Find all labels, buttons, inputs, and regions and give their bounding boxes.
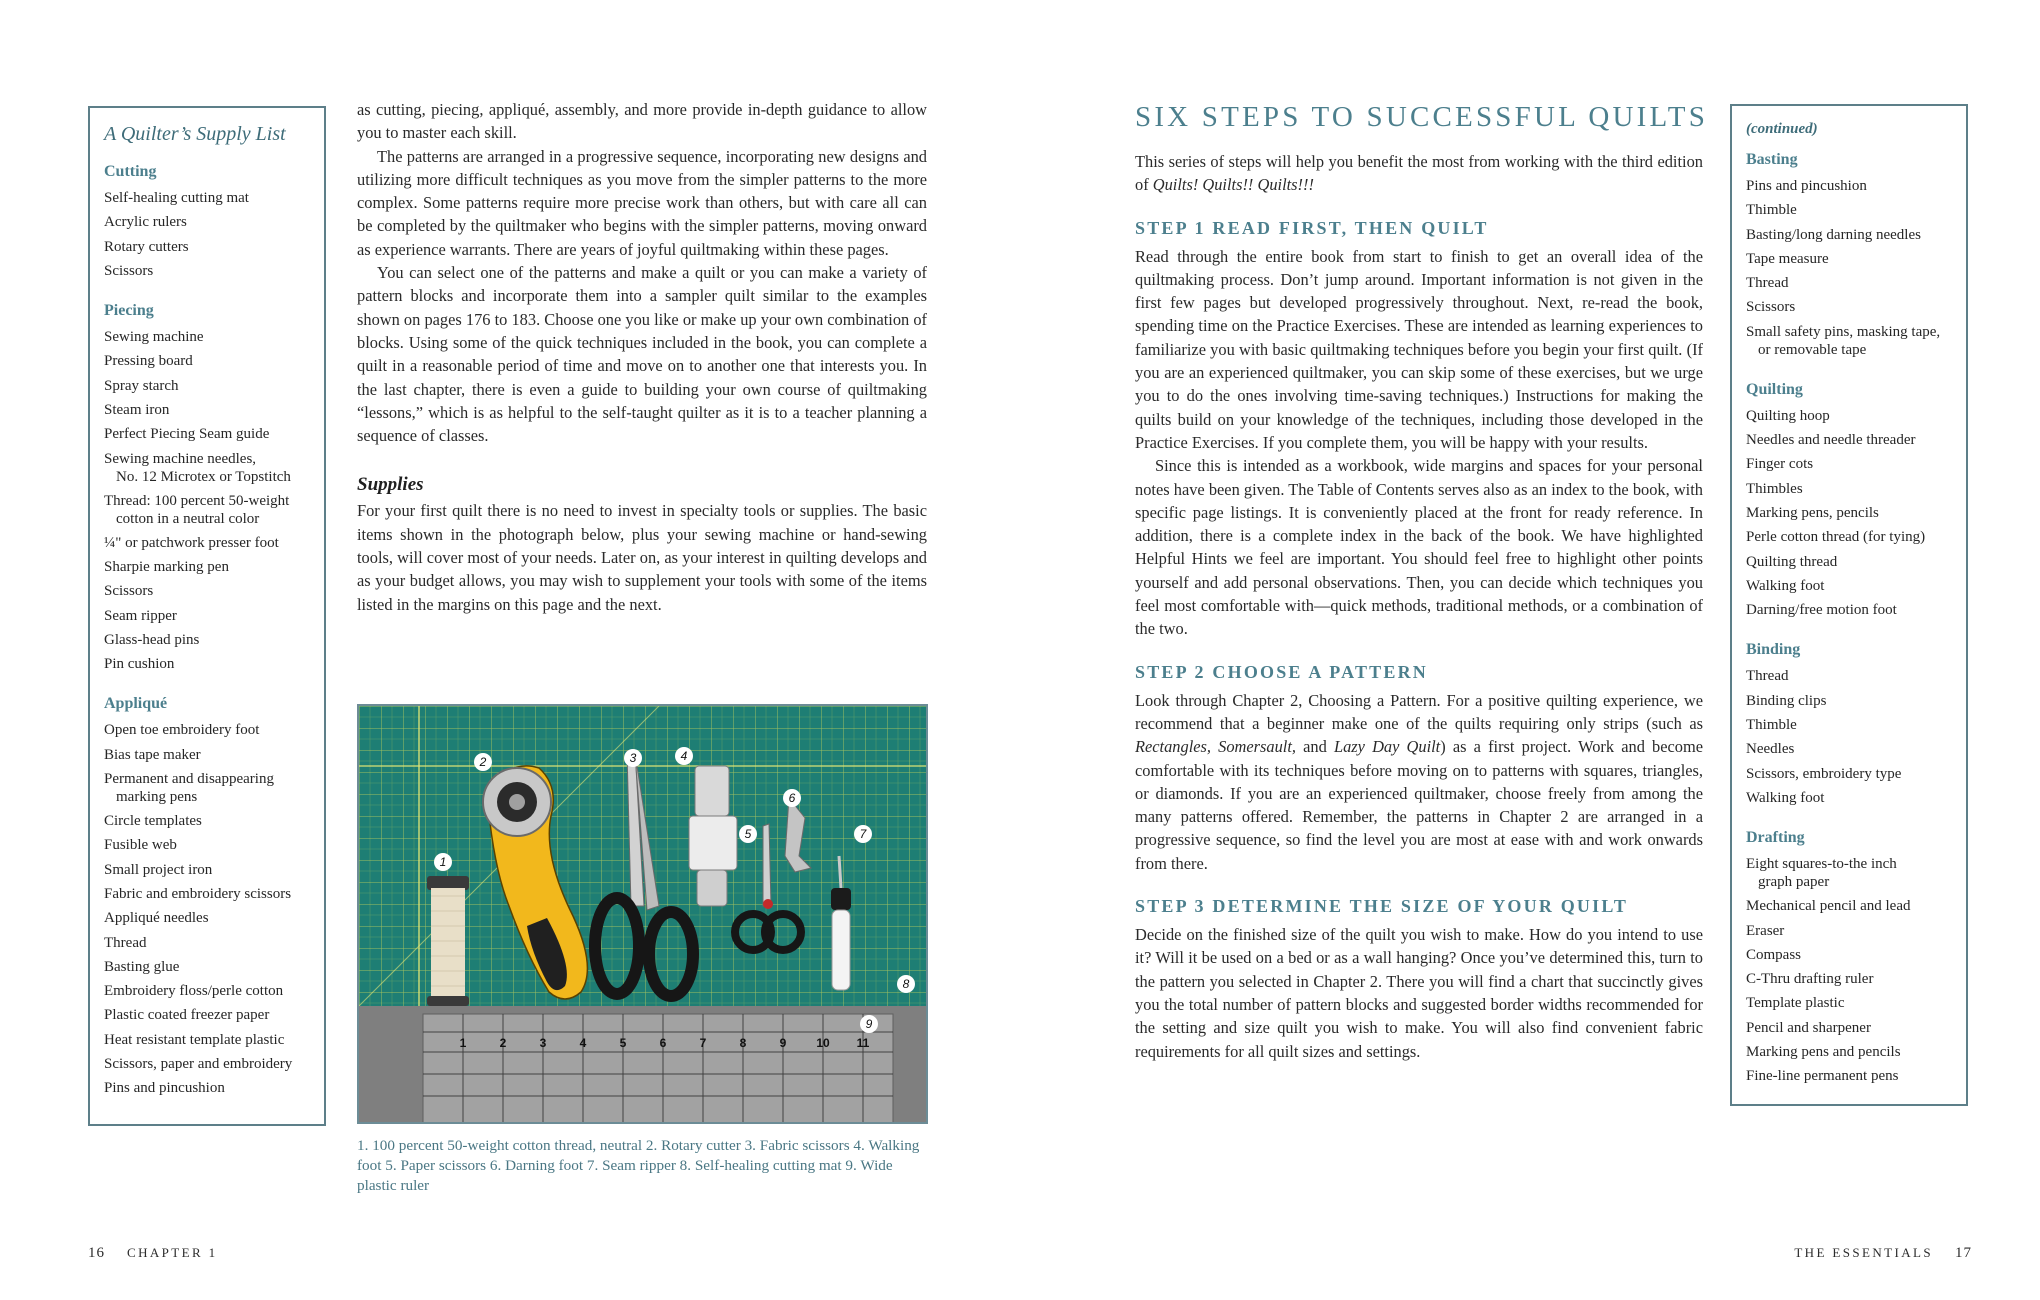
list-item: Fabric and embroidery scissors <box>104 885 292 902</box>
list-item: Acrylic rulers <box>104 214 187 231</box>
list-item: Fine-line permanent pens <box>1746 1068 1899 1085</box>
intro-text: This series of steps will help you benefit the most from working with the third edition of <box>1135 152 1703 195</box>
list-item-continuation: marking pens <box>116 789 198 806</box>
list-item-line: Permanent and disappearing <box>104 771 274 788</box>
page-heading: SIX STEPS TO SUCCESSFUL QUILTS <box>1135 101 1709 133</box>
list-item: Thimble <box>1746 717 1797 734</box>
list-item <box>1746 852 1966 894</box>
list-item: Mechanical pencil and lead <box>1746 898 1911 915</box>
list-item-line: Thread: 100 percent 50-weight <box>104 492 290 509</box>
list-item: Rotary cutters <box>104 238 189 255</box>
list-item: Pins and pincushion <box>104 1080 225 1097</box>
list-item: Bias tape maker <box>104 746 201 763</box>
list-item: Eraser <box>1746 922 1785 939</box>
thread-spool <box>427 876 469 1006</box>
page-number-left: 16 <box>88 1245 105 1261</box>
list-item: Scissors, paper and embroidery <box>104 1056 293 1073</box>
list-item: Open toe embroidery foot <box>104 722 260 739</box>
section-heading-basting: Basting <box>1746 151 1798 168</box>
book-title: Quilts! Quilts!! Quilts!!! <box>1152 175 1314 195</box>
list-item: Appliqué needles <box>104 910 209 927</box>
ruler-number: 4 <box>579 1036 587 1050</box>
step-1-heading: STEP 1 READ FIRST, THEN QUILT <box>1135 217 1489 238</box>
list-item: Thimbles <box>1746 480 1803 497</box>
photo-number: 9 <box>865 1017 873 1031</box>
ruler-number: 2 <box>499 1036 507 1050</box>
list-item: Pin cushion <box>104 656 175 673</box>
piecing-list <box>104 325 324 676</box>
section-heading-quilting: Quilting <box>1746 380 1803 398</box>
body-paragraph: The patterns are arranged in a progressive sequence, incorporating new designs and utilizing more difficult techniques as you move from the simpler patterns to the more complex. Some patterns require more precise work than others, but with care all can be completed by the quiltmaker who begins with the simpler patterns, moving onward as experience warrants. There are years of joyful quiltmaking within these pages. <box>357 146 927 259</box>
section-heading-applique: Appliqué <box>104 695 168 713</box>
list-item: Glass-head pins <box>104 631 200 648</box>
ruler-number: 11 <box>856 1036 870 1050</box>
list-item-continuation: or removable tape <box>1758 341 1867 358</box>
supplies-photo <box>357 704 928 1124</box>
list-item: Finger cots <box>1746 456 1814 473</box>
list-item: Marking pens and pencils <box>1746 1044 1901 1061</box>
list-item: Circle templates <box>104 813 202 830</box>
list-item: Tape measure <box>1746 250 1829 267</box>
section-heading-binding: Binding <box>1746 641 1801 659</box>
list-item: Binding clips <box>1746 692 1827 709</box>
ruler-number: 1 <box>459 1036 467 1050</box>
left-body-column <box>357 98 927 616</box>
step-3-paragraph: Decide on the finished size of the quilt you wish to make. How do you intend to use it? Will it be used on a bed or as a wall hanging? Once you’ve determined this, turn to the pattern you selected in Chapter 2. There you will find a chart that succinctly gives you the total number of pattern blocks and suggested border widths recommended for the setting and size quilt you wish to make. You will also find convenient fabric requirements for all quilt sizes and settings. <box>1135 925 1703 1061</box>
list-item <box>104 489 324 531</box>
supply-list-title: A Quilter’s Supply List <box>104 123 286 145</box>
photo-number: 5 <box>744 827 752 841</box>
basting-list <box>1746 174 1966 362</box>
list-item: Thread <box>1746 275 1789 292</box>
section-heading-cutting: Cutting <box>104 163 157 180</box>
photo-number: 3 <box>629 751 637 765</box>
quilting-list <box>1746 404 1966 623</box>
list-item-continuation: No. 12 Microtex or Topstitch <box>116 468 291 485</box>
list-item: Perfect Piecing Seam guide <box>104 426 270 443</box>
pattern-names: Rectangles, Somersault, <box>1135 737 1297 757</box>
list-item: Pins and pincushion <box>1746 178 1867 194</box>
list-item <box>104 447 324 489</box>
photo-caption: 1. 100 percent 50-weight cotton thread, neutral 2. Rotary cutter 3. Fabric scissors 4. Walking foot 5. Paper scissors 6. Darning foot 7. Seam ripper 8. Self-healing cutting mat 9. Wide plastic ruler <box>357 1137 920 1194</box>
list-item: Thread <box>1746 668 1789 685</box>
intro-paragraph <box>1135 150 1703 197</box>
list-item: Perle cotton thread (for tying) <box>1746 529 1926 546</box>
list-item-continuation: graph paper <box>1758 874 1830 891</box>
ruler-number: 5 <box>619 1036 627 1050</box>
list-item: Needles and needle threader <box>1746 432 1916 449</box>
list-item: Thimble <box>1746 202 1797 219</box>
list-item-line: Sewing machine needles, <box>104 450 257 467</box>
step-1-paragraph: Since this is intended as a workbook, wide margins and spaces for your personal notes have been given. The Table of Contents serves also as an index to the book, with specific page listings. It is conveniently placed at the front for ready reference. In addition, there is a complete index in the back of the book. We have highlighted Helpful Hints we feel are important. You should feel free to highlight other points yourself and add personal observations. Then, you can decide which techniques you feel most comfortable with—quick methods, traditional methods, or a combination of the two. <box>1135 456 1703 639</box>
list-item: Pressing board <box>104 353 193 370</box>
list-item: Quilting hoop <box>1746 407 1830 424</box>
step-2-paragraph <box>1135 689 1703 875</box>
list-item: C-Thru drafting ruler <box>1746 971 1874 988</box>
body-paragraph: as cutting, piecing, appliqué, assembly, and more provide in-depth guidance to allow you to master each skill. <box>357 100 927 143</box>
supplies-paragraph: For your first quilt there is no need to invest in specialty tools or supplies. The basic items shown in the photograph below, plus your sewing machine or hand-sewing tools, will cover most of your needs. Later on, as your interest in quilting develops and as your budget allows, you may wish to supplement your tools with some of the items listed in the margins on this page and the next. <box>357 501 927 614</box>
list-item-line: Small safety pins, masking tape, <box>1746 323 1941 340</box>
ruler-number: 8 <box>739 1036 747 1050</box>
list-item: Scissors, embroidery type <box>1746 765 1902 782</box>
list-item: Embroidery floss/perle cotton <box>104 983 284 1000</box>
ruler-number: 10 <box>816 1036 830 1050</box>
list-item-continuation: cotton in a neutral color <box>116 510 260 527</box>
page-number-right: 17 <box>1955 1245 1972 1261</box>
list-item: Scissors <box>1746 299 1796 316</box>
list-item: Seam ripper <box>104 607 177 624</box>
photo-number: 6 <box>788 791 796 805</box>
list-item: Small project iron <box>104 861 213 878</box>
cutting-list <box>104 186 324 283</box>
photo-number: 1 <box>439 855 447 869</box>
supplies-photo-illustration <box>359 706 926 1122</box>
list-item: Heat resistant template plastic <box>104 1031 285 1048</box>
list-item: Pencil and sharpener <box>1746 1019 1871 1036</box>
list-item: Plastic coated freezer paper <box>104 1007 270 1024</box>
list-item: Fusible web <box>104 837 177 854</box>
list-item: Basting/long darning needles <box>1746 226 1921 243</box>
list-item: Quilting thread <box>1746 553 1838 570</box>
list-item: Sharpie marking pen <box>104 558 229 575</box>
right-footer <box>1794 1243 1972 1263</box>
applique-list <box>104 718 324 1100</box>
ruler-number: 9 <box>779 1036 787 1050</box>
list-item <box>104 767 324 809</box>
list-item: Compass <box>1746 946 1802 963</box>
list-item <box>1746 320 1966 362</box>
list-item: Spray starch <box>104 377 179 394</box>
section-heading-drafting: Drafting <box>1746 829 1805 847</box>
step-2-text: Look through Chapter 2, Choosing a Pattern. For a positive quilting experience, we recommend that a beginner make one of the quilts requiring only strips (such as <box>1135 690 1703 733</box>
body-paragraph: You can select one of the patterns and make a quilt or you can make a variety of pattern blocks and incorporate them into a sampler quilt similar to the examples shown on pages 176 to 183. Choose one you like or make up your own combination of blocks. Using some of the quick techniques included in the book, you can complete a quilt in a reasonable period of time and move on to another one that interests you. In the last chapter, there is even a guide to building your own course of quiltmaking “lessons,” which is as helpful to the self-taught quilter as it is to a teacher planning a sequence of classes. <box>357 263 927 446</box>
supply-list-sidebar <box>88 106 326 1126</box>
supply-list-continued-sidebar <box>1730 104 1968 1106</box>
list-item: Template plastic <box>1746 995 1845 1012</box>
ruler-number: 7 <box>699 1036 707 1050</box>
step-3-heading: STEP 3 DETERMINE THE SIZE OF YOUR QUILT <box>1135 896 1629 917</box>
list-item: Marking pens, pencils <box>1746 504 1879 521</box>
list-item: Needles <box>1746 741 1795 758</box>
list-item: Self-healing cutting mat <box>104 190 249 206</box>
list-item: Scissors <box>104 583 154 600</box>
step-2-text: ) as a first project. Work and become comfortable with its techniques before moving on to patterns with squares, triangles, or diamonds. If you are an experienced quiltmaker, choose freely from among the many patterns offered. Remember, the patterns in Chapter 2 are arranged in a progressive sequence, so find the level you are most at ease with and work onwards from there. <box>1135 737 1703 873</box>
pattern-name: Lazy Day Quilt <box>1333 737 1441 757</box>
step-1-paragraph: Read through the entire book from start to finish to get an overall idea of the quiltmaking process. Don’t jump around. Important information is not given in the first few pages but developed progressively throughout. Next, re-read the book, spending time on the Practice Exercises. These are intended as learning experiences to familiarize you with basic quiltmaking techniques before you begin your first quilt. (If you are an experienced quiltmaker, you can skip some of these exercises, but we urge you to do the ones involving time-saving techniques.) Instructions for making the quilts build on your knowledge of the techniques, including those developed in the Practice Exercises. If you complete them, you will be happy with your results. <box>1135 246 1703 452</box>
list-item: Walking foot <box>1746 789 1825 806</box>
ruler-number: 6 <box>659 1036 667 1050</box>
list-item: Walking foot <box>1746 577 1825 594</box>
list-item: Sewing machine <box>104 329 204 346</box>
ruler-number: 3 <box>539 1036 547 1050</box>
list-item: Basting glue <box>104 958 180 975</box>
photo-number: 8 <box>902 977 910 991</box>
photo-number: 7 <box>859 827 867 841</box>
running-head-left: CHAPTER 1 <box>127 1245 218 1260</box>
binding-list <box>1746 664 1966 810</box>
left-footer <box>88 1243 218 1263</box>
photo-number: 2 <box>479 755 487 769</box>
list-item: Darning/free motion foot <box>1746 602 1897 619</box>
step-2-text: and <box>1296 737 1334 757</box>
supplies-heading: Supplies <box>357 474 424 496</box>
list-item: ¼" or patchwork presser foot <box>104 534 279 551</box>
list-item: Steam iron <box>104 402 170 419</box>
continued-label: (continued) <box>1746 121 1818 137</box>
section-heading-piecing: Piecing <box>104 302 154 320</box>
step-2-heading: STEP 2 CHOOSE A PATTERN <box>1135 661 1428 682</box>
list-item-line: Eight squares-to-the inch <box>1746 856 1897 873</box>
right-body-column <box>1135 100 1709 1063</box>
photo-number: 4 <box>680 749 688 763</box>
list-item: Scissors <box>104 262 154 279</box>
running-head-right: THE ESSENTIALS <box>1794 1245 1933 1260</box>
drafting-list <box>1746 852 1966 1088</box>
list-item: Thread <box>104 934 147 951</box>
